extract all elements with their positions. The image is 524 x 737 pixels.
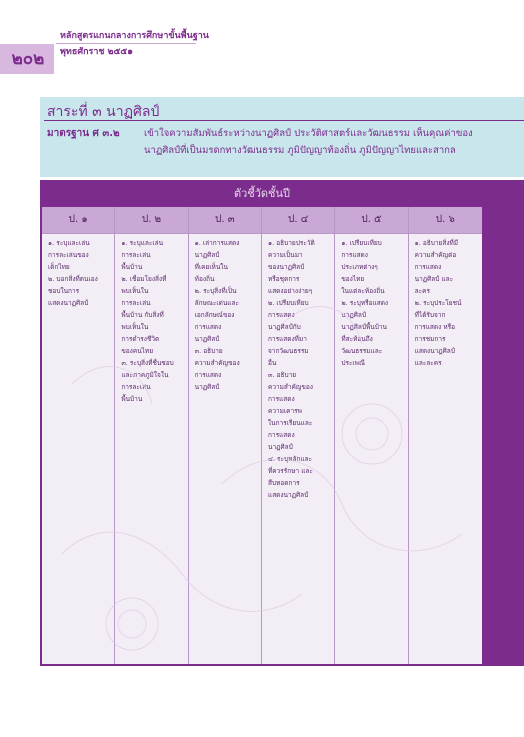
indicator-line: ประเภทต่างๆ bbox=[341, 263, 378, 271]
grade-column-header: ป. ๒ bbox=[115, 207, 187, 234]
indicator-line: ๓. ระบุสิ่งที่ชื่นชอบ bbox=[121, 359, 174, 367]
grade-column-body bbox=[115, 234, 187, 405]
indicator-line: การชมการ bbox=[414, 335, 446, 343]
page-number: ๒๐๒ bbox=[11, 49, 45, 69]
grade-column bbox=[335, 207, 408, 664]
indicator-line: ๑. ระบุและเล่น bbox=[121, 239, 164, 247]
indicator-line: ละคร bbox=[414, 287, 430, 295]
indicator-line: และละคร bbox=[414, 359, 442, 367]
indicator-line: ๒. ระบุหรือแสดง bbox=[341, 299, 389, 307]
grade-column bbox=[189, 207, 262, 664]
indicator-line: ลักษณะเด่นและ bbox=[194, 299, 239, 307]
indicator-table bbox=[42, 207, 482, 664]
indicator-line: พื้นบ้าน bbox=[121, 395, 143, 403]
grade-column bbox=[115, 207, 188, 664]
indicator-line: ๒. ระบุประโยชน์ bbox=[414, 299, 462, 307]
indicator-line: ของไทย bbox=[341, 275, 365, 283]
indicator-line: ของนาฏศิลป์ bbox=[268, 263, 305, 271]
grade-column-body bbox=[189, 234, 261, 393]
indicator-line: สืบทอดการ bbox=[268, 479, 300, 487]
indicator-line: และภาคภูมิใจใน bbox=[121, 371, 169, 379]
standard-label: มาตรฐาน ศ ๓.๒ bbox=[47, 128, 120, 139]
indicator-line: จากวัฒนธรรม bbox=[268, 347, 309, 355]
indicator-line: ๒. เปรียบเทียบ bbox=[268, 299, 309, 307]
indicator-line: ๑. อธิบายสิ่งที่มี bbox=[414, 239, 459, 247]
indicator-line: ๒. เชื่อมโยงสิ่งที่ bbox=[121, 275, 167, 283]
indicator-line: ๑. อธิบายประวัติ bbox=[268, 239, 315, 247]
grade-column-header: ป. ๔ bbox=[262, 207, 334, 234]
grade-column bbox=[42, 207, 115, 664]
indicator-line: แสดงอย่างง่ายๆ bbox=[268, 287, 313, 295]
indicator-line: การละเล่นของ bbox=[48, 251, 89, 259]
indicator-line: นาฏศิลป์ bbox=[268, 443, 293, 451]
indicator-line: นาฏศิลป์พื้นบ้าน bbox=[341, 323, 387, 331]
document-subtitle: พุทธศักราช ๒๕๕๑ bbox=[60, 47, 133, 57]
indicator-line: ๒. บอกสิ่งที่ตนเอง bbox=[48, 275, 98, 283]
indicator-line: นาฏศิลป์ bbox=[194, 383, 220, 391]
grade-column-header: ป. ๕ bbox=[335, 207, 407, 234]
indicator-line: การแสดง bbox=[341, 251, 368, 259]
standard-text-line-1: เข้าใจความสัมพันธ์ระหว่างนาฏศิลป์ ประวัติศาสตร์และวัฒนธรรม เห็นคุณค่าของ bbox=[144, 128, 473, 139]
indicator-line: นาฏศิลป์กับ bbox=[268, 323, 301, 331]
indicator-line: ๑. เล่าการแสดง bbox=[194, 239, 240, 247]
indicator-line: ประเพณี bbox=[341, 359, 365, 367]
grade-column-body bbox=[335, 234, 407, 369]
document-title: หลักสูตรแกนกลางการศึกษาขั้นพื้นฐาน bbox=[60, 31, 209, 41]
indicator-line: นาฏศิลป์ bbox=[341, 311, 367, 319]
indicator-line: นาฏศิลป์ bbox=[194, 335, 220, 343]
indicator-line: การแสดง bbox=[194, 371, 222, 379]
indicator-line: ความเคารพ bbox=[268, 407, 302, 415]
strand-divider bbox=[44, 120, 524, 121]
indicator-line: อื่น bbox=[268, 359, 277, 367]
indicator-line: พื้นบ้าน กับสิ่งที่ bbox=[121, 311, 164, 319]
grade-column-body bbox=[42, 234, 114, 309]
indicator-line: การแสดง bbox=[268, 431, 295, 439]
indicator-line: นาฏศิลป์ bbox=[194, 251, 220, 259]
indicator-line: ๒. ระบุสิ่งที่เป็น bbox=[194, 287, 237, 295]
indicator-line: ที่ควรรักษา และ bbox=[268, 467, 313, 475]
indicator-line: แสดงนาฏศิลป์ bbox=[268, 491, 309, 499]
indicator-line: ๑. เปรียบเทียบ bbox=[341, 239, 382, 247]
indicator-line: ๑. ระบุและเล่น bbox=[48, 239, 90, 247]
indicator-line: ที่สะท้อนถึง bbox=[341, 335, 373, 343]
grade-column-header: ป. ๓ bbox=[189, 207, 261, 234]
grade-column-header: ป. ๑ bbox=[42, 207, 114, 234]
indicator-line: พื้นบ้าน bbox=[121, 263, 143, 271]
indicator-line: ที่ได้รับจาก bbox=[414, 311, 446, 319]
indicator-line: การแสดง bbox=[194, 323, 222, 331]
grade-column bbox=[409, 207, 482, 664]
standard-text-line-2: นาฏศิลป์ที่เป็นมรดกทางวัฒนธรรม ภูมิปัญญาท้องถิ่น ภูมิปัญญาไทยและสากล bbox=[144, 145, 456, 156]
indicator-line: การแสดง bbox=[268, 395, 295, 403]
indicator-line: ในการเรียนและ bbox=[268, 419, 313, 427]
indicator-line: ท้องถิ่น bbox=[194, 275, 215, 283]
indicator-line: ความสำคัญต่อ bbox=[414, 251, 457, 259]
indicator-line: ความเป็นมา bbox=[268, 251, 303, 259]
indicator-line: พบเห็นใน bbox=[121, 323, 149, 331]
indicator-line: ๓. อธิบาย bbox=[194, 347, 223, 355]
indicator-line: ในแต่ละท้องถิ่น bbox=[341, 287, 385, 295]
indicator-line: การละเล่น bbox=[121, 383, 151, 391]
indicator-line: การแสดง bbox=[414, 263, 442, 271]
indicator-line: การแสดงที่มา bbox=[268, 335, 307, 343]
indicator-line: การแสดง bbox=[268, 311, 295, 319]
indicator-line: ของคนไทย bbox=[121, 347, 154, 355]
indicator-line: ๓. อธิบาย bbox=[268, 371, 297, 379]
indicator-line: ความสำคัญของ bbox=[194, 359, 240, 367]
indicator-line: ชอบในการ bbox=[48, 287, 80, 295]
indicator-line: แสดงนาฏศิลป์ bbox=[48, 299, 89, 307]
indicator-line: วัฒนธรรมและ bbox=[341, 347, 383, 355]
grade-column-body bbox=[409, 234, 482, 369]
indicator-line: การละเล่น bbox=[121, 251, 151, 259]
indicator-line: พบเห็นใน bbox=[121, 287, 149, 295]
grade-column bbox=[262, 207, 335, 664]
indicator-table-header: ตัวชี้วัดชั้นปี bbox=[233, 187, 291, 200]
indicator-line: นาฏศิลป์ และ bbox=[414, 275, 454, 283]
indicator-line: แสดงนาฏศิลป์ bbox=[414, 347, 455, 355]
grade-column-body bbox=[262, 234, 334, 501]
indicator-line: การแสดง หรือ bbox=[414, 323, 456, 331]
indicator-line: การละเล่น bbox=[121, 299, 151, 307]
strand-title: สาระที่ ๓ นาฏศิลป์ bbox=[47, 104, 160, 120]
indicator-line: เด็กไทย bbox=[48, 263, 70, 271]
indicator-line: หรือชุดการ bbox=[268, 275, 300, 283]
grade-column-header: ป. ๖ bbox=[409, 207, 482, 234]
indicator-line: ที่เคยเห็นใน bbox=[194, 263, 228, 271]
indicator-line: การดำรงชีวิต bbox=[121, 335, 160, 343]
indicator-line: ๔. ระบุหลักและ bbox=[268, 455, 313, 463]
indicator-line: ความสำคัญของ bbox=[268, 383, 313, 391]
indicator-line: เอกลักษณ์ของ bbox=[194, 311, 235, 319]
